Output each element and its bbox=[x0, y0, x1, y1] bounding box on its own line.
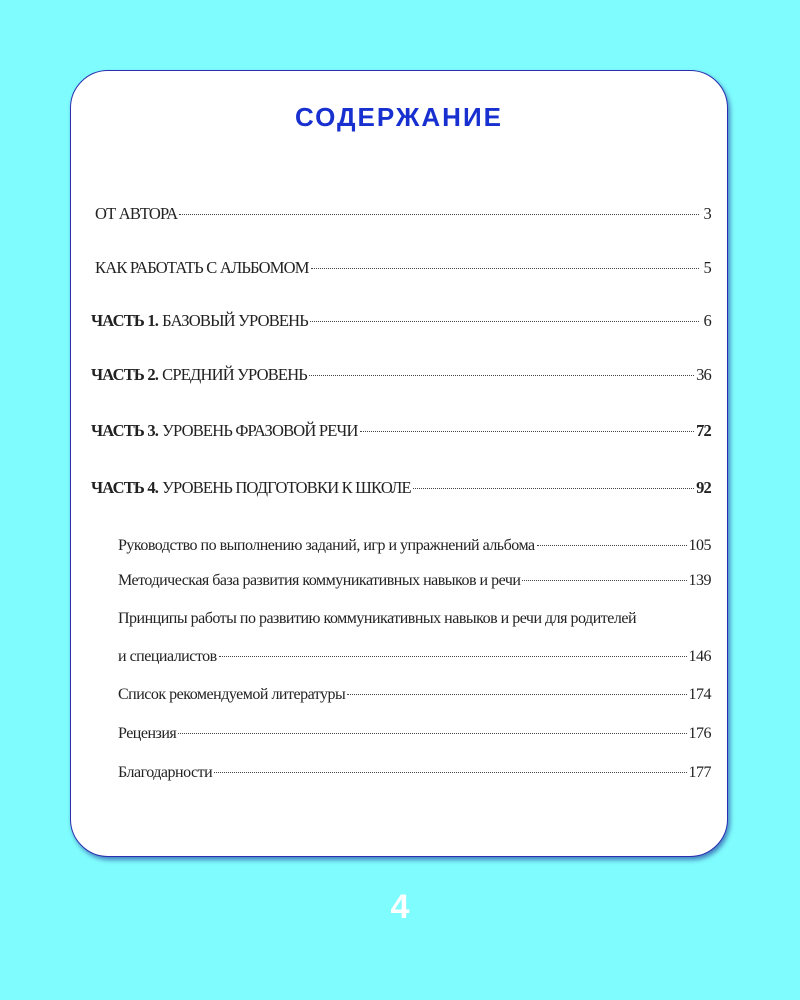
toc-entry-page: 3 bbox=[703, 204, 711, 223]
toc-entry-part: ЧАСТЬ 2. bbox=[91, 365, 159, 384]
toc-subentry bbox=[118, 764, 711, 782]
dot-leader bbox=[413, 488, 694, 489]
toc-entry bbox=[91, 421, 711, 441]
toc-entry-part: ЧАСТЬ 4. bbox=[91, 478, 159, 497]
toc-entry-title: УРОВЕНЬ ФРАЗОВОЙ РЕЧИ bbox=[162, 421, 358, 440]
toc-entry bbox=[91, 204, 711, 224]
dot-leader bbox=[309, 375, 694, 376]
toc-subentry-title: Руководство по выполнению заданий, игр и упражнений альбома bbox=[118, 537, 535, 554]
toc-subentry-page: 139 bbox=[688, 572, 711, 589]
toc-subentry bbox=[118, 572, 711, 590]
toc-entry-title: УРОВЕНЬ ПОДГОТОВКИ К ШКОЛЕ bbox=[162, 478, 411, 497]
toc-entry bbox=[91, 365, 711, 385]
toc-subentry-title: и специалистов bbox=[118, 648, 217, 665]
toc-entry bbox=[91, 478, 711, 498]
dot-leader bbox=[347, 694, 686, 695]
toc-subentry-page: 146 bbox=[688, 648, 711, 665]
toc-entry-page: 72 bbox=[696, 421, 711, 440]
toc-entry-part: ЧАСТЬ 1. bbox=[91, 311, 159, 330]
toc-subentry-title-line1: Принципы работы по развитию коммуникативных навыков и речи для родителей bbox=[118, 610, 636, 627]
toc-entry-page: 92 bbox=[696, 478, 711, 497]
toc-entry-title: ОТ АВТОРА bbox=[95, 204, 178, 223]
dot-leader bbox=[214, 772, 686, 773]
toc-entry-title: КАК РАБОТАТЬ С АЛЬБОМОМ bbox=[95, 258, 309, 277]
toc-entry-page: 36 bbox=[696, 365, 711, 384]
toc-subentry-title: Благодарности bbox=[118, 764, 213, 781]
toc-subentry bbox=[118, 537, 711, 555]
dot-leader bbox=[310, 321, 699, 322]
toc-entry-title: СРЕДНИЙ УРОВЕНЬ bbox=[162, 365, 307, 384]
toc-entry bbox=[91, 311, 711, 331]
dot-leader bbox=[179, 214, 699, 215]
dot-leader bbox=[219, 656, 687, 657]
toc-subentry bbox=[118, 686, 711, 704]
dot-leader bbox=[522, 580, 686, 581]
dot-leader bbox=[178, 733, 686, 734]
page-number: 4 bbox=[390, 888, 410, 926]
toc-subentry bbox=[118, 648, 711, 666]
toc-entry-part: ЧАСТЬ 3. bbox=[91, 421, 159, 440]
toc-subentry-page: 174 bbox=[688, 686, 711, 703]
toc-subentry-title: Список рекомендуемой литературы bbox=[118, 686, 346, 703]
toc-subentry-page: 105 bbox=[688, 537, 711, 554]
toc-subentry-title: Рецензия bbox=[118, 725, 177, 742]
toc-entry-title: БАЗОВЫЙ УРОВЕНЬ bbox=[162, 311, 308, 330]
toc-subentry-title: Методическая база развития коммуникативных навыков и речи bbox=[118, 572, 521, 589]
toc-entry bbox=[91, 258, 711, 278]
toc-subentry-page: 176 bbox=[688, 725, 711, 742]
page-title: СОДЕРЖАНИЕ bbox=[295, 102, 503, 132]
toc-subentry bbox=[118, 725, 711, 743]
toc-entry-page: 6 bbox=[703, 311, 711, 330]
toc-card bbox=[70, 70, 728, 857]
dot-leader bbox=[311, 268, 699, 269]
dot-leader bbox=[360, 431, 695, 432]
dot-leader bbox=[537, 545, 687, 546]
toc-entry-page: 5 bbox=[703, 258, 711, 277]
toc-subentry-page: 177 bbox=[688, 764, 711, 781]
